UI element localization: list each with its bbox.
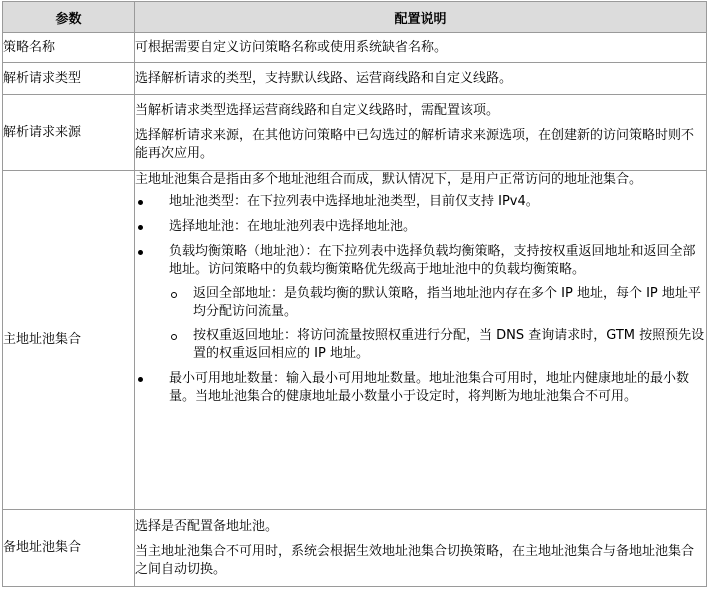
description-paragraph: 选择解析请求来源，在其他访问策略中已勾选过的解析请求来源选项，在创建新的访问策略时则不能再次应用。 (135, 128, 695, 161)
description-paragraph: 当解析请求类型选择运营商线路和自定义线路时，需配置该项。 (135, 103, 500, 118)
header-parameter: 参数 (3, 2, 135, 33)
row-label: 备地址池集合 (3, 510, 135, 587)
sub-list-item (169, 285, 706, 321)
row-description (135, 510, 707, 587)
table-header-row (3, 2, 707, 33)
row-label: 策略名称 (3, 33, 135, 63)
row-label: 解析请求来源 (3, 95, 135, 171)
row-description (135, 171, 707, 510)
sub-list-item-text: 按权重返回地址：将访问流量按照权重进行分配，当 DNS 查询请求时，GTM 按照预先设置的权重返回相应的 IP 地址。 (193, 328, 705, 361)
description-paragraph: 可根据需要自定义访问策略名称或使用系统缺省名称。 (135, 39, 448, 55)
list-item-text: 选择地址池：在地址池列表中选择地址池。 (169, 219, 417, 234)
table-row (3, 510, 707, 587)
list-item (135, 370, 706, 406)
row-description (135, 63, 707, 95)
description-paragraph: 当主地址池集合不可用时，系统会根据生效地址池集合切换策略，在主地址池集合与备地址池集合之间自动切换。 (135, 543, 695, 577)
header-description: 配置说明 (135, 2, 707, 33)
list-item-text: 最小可用地址数量：输入最小可用地址数量。地址池集合可用时，地址内健康地址的最小数量。当地址池集合的健康地址最小数量小于设定时，将判断为地址池集合不可用。 (169, 371, 690, 404)
description-paragraph: 选择解析请求的类型，支持默认线路、运营商线路和自定义线路。 (135, 70, 513, 86)
sub-list-item (169, 327, 706, 363)
list-item-text: 负载均衡策略（地址池）：在下拉列表中选择负载均衡策略，支持按权重返回地址和返回全部地址。访问策略中的负载均衡策略优先级高于地址池中的负载均衡策略。 (169, 244, 696, 277)
row-label: 主地址池集合 (3, 171, 135, 510)
list-item (135, 218, 706, 236)
parameter-table (2, 1, 707, 587)
table-row (3, 171, 707, 510)
table-row (3, 95, 707, 171)
list-item-text: 地址池类型：在下拉列表中选择地址池类型，目前仅支持 IPv4。 (169, 194, 539, 209)
table-row (3, 33, 707, 63)
list-item (135, 243, 706, 363)
sub-list-item-text: 返回全部地址：是负载均衡的默认策略，指当地址池内存在多个 IP 地址，每个 IP 地址平均分配访问流量。 (193, 286, 701, 319)
description-paragraph: 主地址池集合是指由多个地址池组合而成，默认情况下，是用户正常访问的地址池集合。 (135, 172, 643, 187)
description-paragraph: 选择是否配置备地址池。 (135, 518, 279, 534)
table-row (3, 63, 707, 95)
row-description (135, 33, 707, 63)
sub-bullet-list (169, 285, 706, 363)
row-description (135, 95, 707, 171)
bullet-list (135, 193, 706, 406)
row-label: 解析请求类型 (3, 63, 135, 95)
list-item (135, 193, 706, 211)
